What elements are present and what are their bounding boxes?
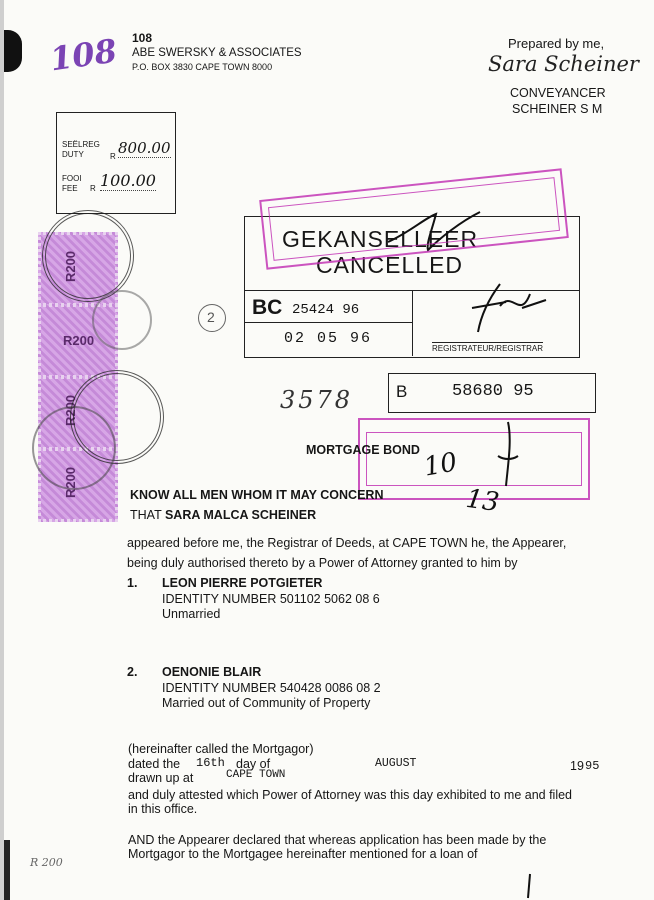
party-status: Married out of Community of Property [162, 696, 371, 710]
revenue-stamps [32, 210, 132, 530]
drawn-place: CAPE TOWN [226, 769, 286, 781]
handwritten-note: 10 [421, 447, 460, 483]
stamp-value: R200 [63, 394, 79, 427]
prepared-by-label: Prepared by me, [508, 36, 605, 51]
file-number: 108 [132, 31, 153, 45]
circled-number [198, 304, 226, 332]
fee-currency: R [90, 184, 96, 193]
handwritten-note: 13 [464, 483, 502, 519]
conveyancer-signature: Sara Scheiner [488, 52, 639, 76]
drawn-label: drawn up at [128, 771, 194, 785]
deeds-office-seal [42, 210, 134, 302]
page-tick [520, 872, 540, 900]
party-id: IDENTITY NUMBER 540428 0086 08 2 [162, 681, 381, 695]
day-of-label: day of [236, 757, 271, 771]
conveyancer-role: CONVEYANCER [510, 86, 606, 100]
handwritten-reference: 3578 [280, 386, 354, 414]
party-status: Unmarried [162, 607, 221, 621]
note-scribble [468, 416, 528, 496]
stamp-value: R200 [63, 250, 79, 283]
party-name: LEON PIERRE POTGIETER [162, 576, 323, 590]
party-name: OENONIE BLAIR [162, 665, 262, 679]
body-line: being duly authorised thereto by a Power of Attorney granted to him by [127, 556, 518, 570]
cancellation-vline [412, 290, 413, 356]
final-line: AND the Appearer declared that whereas application has been made by the [128, 833, 547, 847]
deeds-office-seal [92, 290, 152, 350]
party-number: 2. [127, 665, 138, 679]
duty-currency: R [110, 152, 116, 161]
mortgagor-called: (hereinafter called the Mortgagor) [128, 742, 314, 756]
stamp-value: R200 [63, 466, 79, 499]
bc-number: 25424 96 [292, 302, 360, 318]
cancellation-bc-divider [244, 322, 412, 323]
dated-month: AUGUST [375, 757, 417, 770]
attest-line: and duly attested which Power of Attorney was this day exhibited to me and filed [128, 788, 573, 802]
document-heading: MORTGAGE BOND [306, 443, 420, 457]
dated-day: 16th [196, 756, 225, 770]
attest-line: in this office. [128, 802, 198, 816]
appearer-name: SARA MALCA SCHEINER [164, 508, 317, 522]
intro-line: KNOW ALL MEN WHOM IT MAY CONCERN [130, 488, 384, 502]
registrar-signature [460, 280, 550, 340]
fee-value: 100.00 [100, 171, 156, 190]
bond-number: 58680 95 [452, 382, 534, 401]
stamp-value: R200 [63, 333, 95, 348]
circled-number-text: 2 [207, 309, 215, 325]
that-word: THAT [130, 508, 162, 522]
fee-label-af: FOOI [62, 174, 82, 183]
registrar-label: REGISTRATEUR/REGISTRAR [432, 344, 543, 353]
bc-prefix: BC [252, 296, 283, 319]
bond-prefix: B [396, 382, 408, 401]
firm-name: ABE SWERSKY & ASSOCIATES [132, 47, 302, 59]
final-line: Mortgagor to the Mortgagee hereinafter mentioned for a loan of [128, 847, 478, 861]
duty-label-af: SEËLREG [62, 140, 100, 149]
party-number: 1. [127, 576, 138, 590]
year-suffix: 95 [585, 759, 600, 773]
cancelled-af: GEKANSELLEER [282, 226, 479, 252]
year-prefix: 19 [570, 759, 584, 773]
body-line: appeared before me, the Registrar of Deeds, at CAPE TOWN he, the Appearer, [127, 536, 567, 550]
duty-value: 800.00 [118, 139, 171, 157]
cancelled-en: CANCELLED [316, 252, 464, 278]
fees-box [56, 112, 176, 214]
conveyancer-name: SCHEINER S M [512, 102, 603, 116]
duty-label-en: DUTY [62, 150, 84, 159]
handwritten-file-number: 108 [47, 31, 120, 79]
that-line [130, 508, 316, 522]
party-id: IDENTITY NUMBER 501102 5062 08 6 [162, 592, 380, 606]
fee-label-en: FEE [62, 184, 78, 193]
cancellation-date: 02 05 96 [284, 330, 373, 347]
dated-label: dated the [128, 757, 181, 771]
firm-address: P.O. BOX 3830 CAPE TOWN 8000 [132, 62, 273, 72]
torn-edge [0, 0, 4, 900]
margin-note: R 200 [30, 856, 63, 869]
deeds-office-seal [32, 406, 116, 490]
